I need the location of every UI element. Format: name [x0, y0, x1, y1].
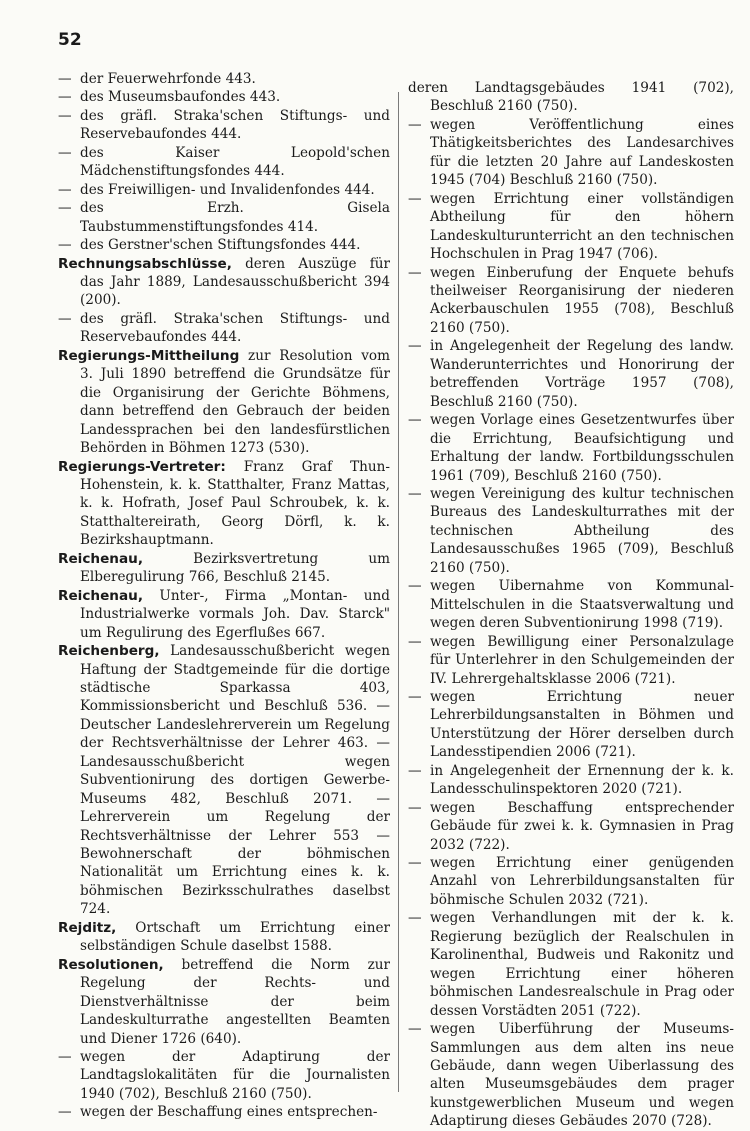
entry-text: in Angelegenheit der Ernennung der k. k. Landesschulinspektoren 2020 (721).: [430, 762, 734, 798]
entry-text: wegen Errichtung einer vollständigen Abtheilung für den höhern Landeskulturunterricht an den technischen Hochschulen in Prag 1947 (706).: [430, 190, 734, 263]
entry-text: des Kaiser Leopold'schen Mädchenstiftungsfondes 444.: [80, 144, 390, 180]
entry-text: Unter-, Firma „Montan- und Industrialwerke vormals Joh. Dav. Starck" um Regulirung des Egerflußes 667.: [80, 587, 390, 641]
page-number: 52: [58, 30, 82, 50]
subentry-dash: —: [408, 485, 422, 502]
column-divider: [398, 92, 399, 1092]
entry-text: des gräfl. Straka'schen Stiftungs- und Reservebaufondes 444.: [80, 310, 390, 346]
subentry-dash: —: [58, 310, 72, 327]
entry-text: wegen der Adaptirung der Landtagslokalitäten für die Journalisten 1940 (702), Beschluß 2160 (750).: [80, 1049, 390, 1102]
index-entry: [58, 919, 390, 956]
subentry-dash: —: [408, 1021, 422, 1038]
entry-text: wegen Uibernahme von Kommunal-Mittelschulen in die Staatsverwaltung und wegen deren Subventionirung 1998 (719).: [430, 578, 734, 632]
entry-text: des Gerstner'schen Stiftungsfondes 444.: [80, 237, 361, 254]
index-entry: [58, 642, 390, 919]
subentry-dash: —: [408, 633, 422, 650]
subentry-dash: —: [408, 799, 422, 816]
entry-text: wegen Vorlage eines Gesetzentwurfes über die Errichtung, Beaufsichtigung und Erhaltung der landw. Fortbildungsschulen 1961 (709), Beschluß 2160 (750).: [430, 412, 734, 484]
subentry-dash: —: [58, 181, 72, 198]
entry-text: wegen Vereinigung des kultur technischen Bureaus des Landeskulturrathes mit der technischen Abtheilung des Landesausschußes 1965 (709), Beschluß 2160 (750).: [430, 485, 734, 576]
subentry-dash: —: [408, 578, 422, 595]
entry-text: wegen Errichtung einer genügenden Anzahl von Lehrerbildungsanstalten für böhmische Schulen 2032 (721).: [430, 855, 734, 908]
entry-text: betreffend die Norm zur Regelung der Rechts- und Dienstverhältnisse der beim Landeskulturrathe angestellten Beamten und Diener 1726 (640).: [80, 956, 390, 1047]
subentry-dash: —: [58, 200, 72, 217]
index-subentry: [58, 1048, 390, 1103]
index-subentry: [58, 144, 390, 181]
index-headword: Regierungs-Vertreter:: [58, 458, 226, 475]
entry-text: wegen Beschaffung entsprechender Gebäude für zwei k. k. Gymnasien in Prag 2032 (722).: [430, 799, 734, 853]
index-column-left: [58, 70, 390, 1122]
entry-text: des Erzh. Gisela Taubstummenstiftungsfondes 414.: [80, 200, 390, 235]
index-subentry: [408, 337, 734, 411]
index-entry: [58, 956, 390, 1048]
index-headword: Reichenau,: [58, 550, 143, 567]
index-entry: [58, 255, 390, 310]
subentry-dash: —: [58, 1104, 72, 1121]
entry-text: wegen Einberufung der Enquete behufs theilweiser Reorganisirung der niederen Ackerbauschulen 1955 (708), Beschluß 2160 (750).: [430, 264, 734, 336]
subentry-dash: —: [408, 190, 422, 207]
entry-text: der Feuerwehrfonde 443.: [80, 71, 256, 87]
entry-text: Bezirksvertretung um Elberegulirung 766, Beschluß 2145.: [80, 550, 390, 586]
index-subentry: [408, 485, 734, 577]
index-subentry: [58, 1103, 390, 1121]
index-subentry: [408, 909, 734, 1020]
index-subentry: [408, 799, 734, 854]
index-subentry: [58, 310, 390, 347]
index-entry: [58, 347, 390, 458]
index-column-right: [408, 79, 734, 1131]
index-headword: Rechnungsabschlüsse,: [58, 255, 232, 272]
subentry-dash: —: [58, 107, 72, 124]
index-subentry: [58, 181, 390, 199]
entry-text: des gräfl. Straka'schen Stiftungs- und Reservebaufondes 444.: [80, 107, 390, 143]
entry-text: des Freiwilligen- und Invalidenfondes 444.: [80, 181, 375, 198]
entry-text: Landesausschußbericht wegen Haftung der Stadtgemeinde für die dortige städtische Sparkassa 403, Kommissionsbericht und Beschluß 536. — Deutscher Landeslehrerverein um Regelung der Rechtsverhältnisse der Lehrer 463. — Landesausschußbericht wegen Subventionirung des dortigen Gewerbe-Museums 482, Beschluß 2071. — Lehrerverein um Regelung der Rechtsverhältnisse der Lehrer 553 — Bewohnerschaft der böhmischen Nationalität um Errichtung eines k. k. böhmischen Bezirksschulrathes daselbst 724.: [80, 643, 390, 918]
index-subentry: [58, 199, 390, 236]
index-entry: [58, 550, 390, 587]
subentry-dash: —: [408, 762, 422, 779]
entry-text: wegen Veröffentlichung eines Thätigkeitsberichtes des Landesarchives für die letzten 20 Jahre auf Landeskosten 1945 (704) Beschluß 2160 (750).: [430, 116, 734, 189]
subentry-dash: —: [58, 89, 72, 106]
subentry-dash: —: [408, 855, 422, 872]
subentry-dash: —: [58, 1049, 72, 1066]
entry-text: wegen Errichtung neuer Lehrerbildungsanstalten in Böhmen und Unterstützung der Hörer derselben durch Landesstipendien 2006 (721).: [430, 688, 734, 761]
index-subentry: [408, 264, 734, 338]
entry-text: wegen Bewilligung einer Personalzulage für Unterlehrer in den Schulgemeinden der IV. Lehrergehaltsklasse 2006 (721).: [430, 633, 734, 687]
index-subentry: [58, 236, 390, 254]
subentry-dash: —: [408, 412, 422, 429]
index-subentry: [58, 70, 390, 88]
entry-text: in Angelegenheit der Regelung des landw. Wanderunterrichtes und Honorirung der betreffenden Vorträge 1957 (708), Beschluß 2160 (750).: [430, 338, 734, 410]
index-subentry: [408, 116, 734, 190]
index-subentry: [408, 190, 734, 264]
subentry-dash: —: [58, 237, 72, 254]
index-subentry: [408, 1020, 734, 1131]
entry-text: deren Landtagsgebäudes 1941 (702), Beschluß 2160 (750).: [408, 80, 734, 115]
entry-text: des Museumsbaufondes 443.: [80, 89, 281, 106]
index-subentry: [58, 107, 390, 144]
index-entry: [58, 587, 390, 642]
index-subentry: [408, 633, 734, 688]
index-subentry: [408, 762, 734, 799]
subentry-dash: —: [408, 688, 422, 705]
entry-text: Ortschaft um Errichtung einer selbständigen Schule daselbst 1588.: [80, 919, 390, 955]
subentry-dash: —: [408, 116, 422, 133]
subentry-dash: —: [408, 910, 422, 927]
entry-text: wegen Verhandlungen mit der k. k. Regierung bezüglich der Realschulen in Karolinenthal, Budweis und Rakonitz und wegen Errichtung einer höheren böhmischen Landesrealschule in Prag oder dessen Vorstädten 2051 (722).: [430, 910, 734, 1019]
entry-text: wegen der Beschaffung eines entsprechen-: [80, 1104, 378, 1121]
index-headword: Rejditz,: [58, 919, 117, 936]
index-headword: Reichenau,: [58, 587, 143, 604]
index-headword: Reichenberg,: [58, 643, 160, 660]
index-subentry: [408, 411, 734, 485]
index-headword: Resolutionen,: [58, 956, 164, 973]
subentry-dash: —: [58, 71, 72, 87]
index-entry: [58, 458, 390, 550]
subentry-dash: —: [58, 144, 72, 161]
index-subentry: [408, 577, 734, 632]
entry-text: Franz Graf Thun-Hohenstein, k. k. Statthalter, Franz Mattas, k. k. Hofrath, Josef Paul Schroubek, k. k. Statthaltereirath, Georg Dörfl, k. k. Bezirkshauptmann.: [80, 458, 390, 549]
index-subentry: [408, 688, 734, 762]
subentry-dash: —: [408, 338, 422, 355]
index-subentry: [408, 854, 734, 909]
entry-text: deren Auszüge für das Jahr 1889, Landesausschußbericht 394 (200).: [80, 255, 390, 309]
index-headword: Regierungs-Mittheilung: [58, 347, 240, 364]
subentry-dash: —: [408, 264, 422, 281]
entry-text: wegen Uiberführung der Museums-Sammlungen aus dem alten ins neue Gebäude, dann wegen Uiberlassung des alten Museumsgebäudes dem prager kunstgewerblichen Museum und wegen Adaptirung dieses Gebäudes 2070 (728).: [430, 1021, 734, 1130]
index-subentry: [58, 88, 390, 106]
entry-text: zur Resolution vom 3. Juli 1890 betreffend die Grundsätze für die Organisirung der Gerichte Böhmens, dann betreffend den Gebrauch der beiden Landessprachen bei den landesfürstlichen Behörden in Böhmen 1273 (530).: [80, 347, 390, 457]
index-continuation: [408, 79, 734, 116]
